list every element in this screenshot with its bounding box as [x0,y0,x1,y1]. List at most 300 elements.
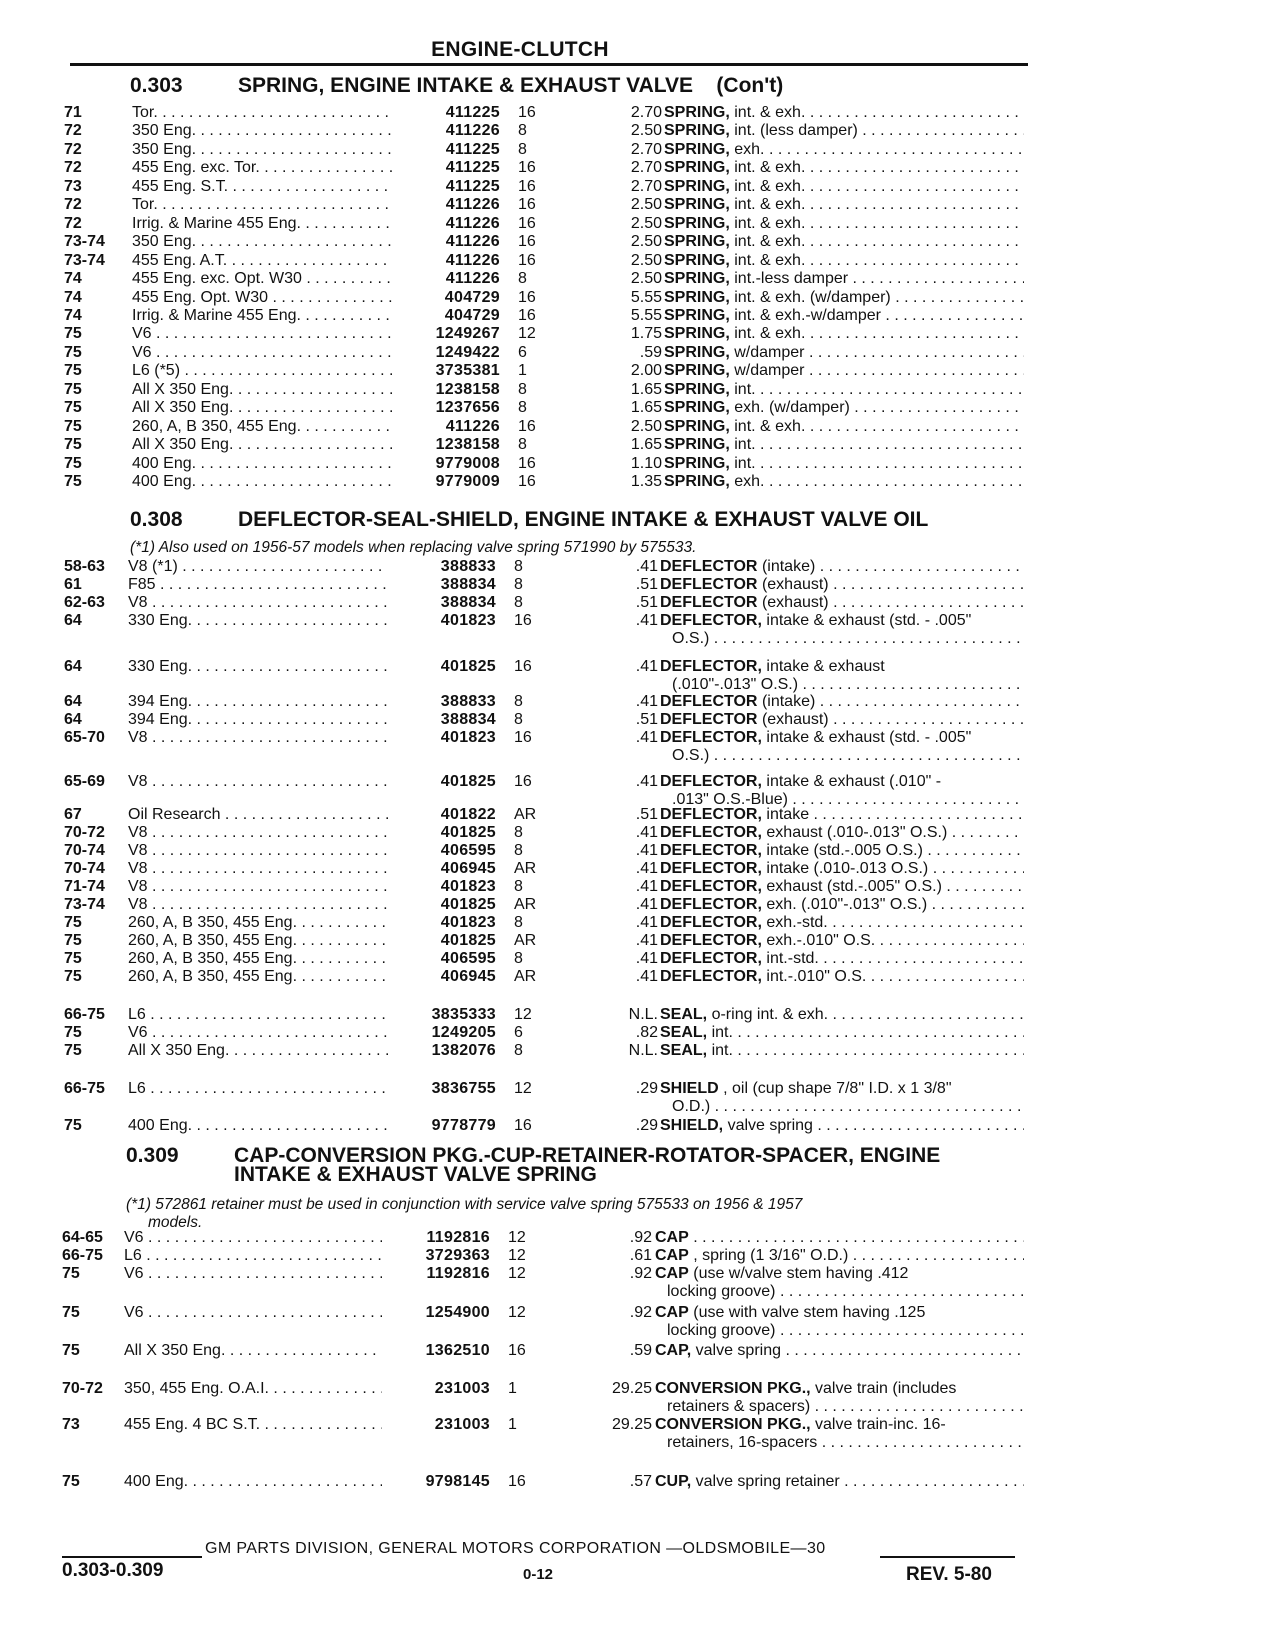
quantity: 16 [514,612,532,629]
table-row [0,196,1040,214]
part-number: 1249205 [431,1024,496,1041]
part-number: 401825 [440,932,496,949]
table-row [0,806,1040,824]
description-keyword: SPRING, [664,196,730,214]
table-row [0,932,1040,950]
section-heading [126,1146,940,1184]
application-text: 455 Eng. S.T. [132,177,229,195]
footer-revision: REV. 5-80 [906,1564,992,1585]
model-year: 70-74 [64,842,105,859]
description [660,896,1024,914]
description-text: int. & exh. [734,233,806,251]
application-text: 260, A, B 350, 455 Eng. [128,950,298,967]
price: 2.50 [630,417,662,435]
application [124,1247,382,1265]
application [128,1042,388,1060]
quantity: 12 [508,1229,526,1246]
quantity: 8 [518,380,527,398]
description-continued-text: locking groove) [667,1283,776,1300]
description [660,773,1024,791]
table-row [0,473,1040,491]
section-number: 0.308 [130,508,183,531]
application-text: 455 Eng. A.T. [132,251,228,269]
part-number: 1238158 [435,380,500,398]
description-text: (use with valve stem having .125 [693,1304,926,1321]
part-number: 388833 [440,558,496,575]
model-year: 75 [64,380,82,398]
description [660,1042,1024,1060]
model-year: 75 [64,362,82,380]
part-number: 1249267 [435,325,500,343]
model-year: 71 [64,104,82,121]
table-row [0,252,1040,270]
application [132,344,392,362]
description-text: exh. (w/damper) [734,399,850,417]
description-keyword: DEFLECTOR, [660,896,762,913]
part-number: 401822 [440,806,496,823]
application [132,289,392,307]
quantity: 16 [518,473,536,490]
table-row [0,1265,1040,1300]
footer-rule-right [880,1556,1015,1558]
model-year: 62-63 [64,594,105,611]
application [128,914,388,932]
application-text: 260, A, B 350, 455 Eng. [132,417,302,435]
application [132,381,392,399]
application-text: Irrig. & Marine 455 Eng. [132,306,301,324]
description [664,178,1024,196]
part-number: 9779009 [435,473,500,490]
part-number: 401823 [440,878,496,895]
model-year: 58-63 [64,558,105,575]
quantity: 16 [518,233,536,251]
application [132,473,392,491]
description-keyword: DEFLECTOR, [660,878,762,895]
application [124,1473,382,1491]
quantity: 12 [508,1304,526,1321]
quantity: AR [514,860,537,877]
description [660,824,1024,842]
description-keyword: SHIELD, [660,1117,724,1134]
application [128,773,388,791]
description-text: (exhaust) [761,711,829,728]
description-text: o-ring int. & exh. [711,1006,829,1023]
section-note [126,1196,802,1232]
description-keyword: DEFLECTOR, [660,968,762,985]
description-keyword: SPRING, [664,288,730,306]
table-row [0,436,1040,454]
price: .61 [629,1247,652,1264]
table-row [0,215,1040,233]
price: 2.70 [630,159,662,177]
description-text: w/damper [734,362,805,380]
model-year: 75 [64,914,82,931]
description-keyword: DEFLECTOR, [660,842,762,859]
table-row [0,612,1040,647]
table-row [0,233,1040,251]
price: .51 [635,576,658,593]
model-year: 66-75 [64,1080,105,1097]
application [128,878,388,896]
table-row [0,418,1040,436]
table-row [0,860,1040,878]
price: 5.55 [630,288,662,306]
description [660,693,1024,711]
description-continued [672,747,1024,765]
application-text: V6 [124,1304,144,1321]
part-number: 9779008 [435,454,500,472]
quantity: 12 [508,1265,526,1282]
application-text: 350 Eng. [132,140,197,158]
table-row [0,594,1040,612]
description-text: int. & exh.-w/damper [734,306,881,324]
description-text: valve spring retainer [695,1473,840,1490]
part-number: 1249422 [435,343,500,361]
description-keyword: CONVERSION PKG., [655,1416,811,1433]
description [655,1247,1024,1265]
quantity: 12 [518,325,536,343]
table-row [0,842,1040,860]
part-number: 406595 [440,950,496,967]
price: .59 [629,1342,652,1359]
application-text: 330 Eng. [128,612,193,629]
description [660,950,1024,968]
application [132,104,392,122]
table-row [0,362,1040,380]
quantity: 8 [514,576,523,593]
price: .41 [635,558,658,575]
description-keyword: DEFLECTOR, [660,824,762,841]
description-keyword: SPRING, [664,436,730,454]
description-keyword: DEFLECTOR, [660,950,762,967]
description [660,594,1024,612]
model-year: 65-69 [64,773,105,790]
model-year: 64 [64,612,82,629]
quantity: 8 [518,122,527,140]
description [664,455,1024,473]
model-year: 75 [62,1342,80,1359]
description [664,418,1024,436]
model-year: 75 [64,399,82,417]
description-keyword: SPRING, [664,214,730,232]
quantity: 16 [518,288,536,306]
application-text: V8 [128,594,148,611]
quantity: 16 [514,1117,532,1134]
description [664,233,1024,251]
quantity: 16 [508,1473,526,1490]
part-number: 411226 [445,233,500,251]
description-text: valve spring [727,1117,813,1134]
description [660,711,1024,729]
description-keyword: SEAL, [660,1006,708,1023]
application-text: 455 Eng. 4 BC S.T. [124,1416,261,1433]
description-keyword: DEFLECTOR [660,711,758,728]
part-number: 411226 [445,122,500,140]
application-text: F85 [128,576,156,593]
description-keyword: CAP [655,1265,689,1282]
description-keyword: CAP [655,1304,689,1321]
table-row [0,178,1040,196]
table-row [0,878,1040,896]
description-text: int. & exh. [734,325,806,343]
section-title: DEFLECTOR-SEAL-SHIELD, ENGINE INTAKE & EXHAUST VALVE OIL [238,508,929,531]
part-number: 3836755 [431,1080,496,1097]
application [128,860,388,878]
application-text: V6 [128,1024,148,1041]
part-number: 1192816 [426,1265,490,1282]
quantity: 1 [508,1380,517,1397]
quantity: 8 [518,140,527,158]
description [660,612,1024,630]
section-heading [130,74,783,98]
description-continued-text: retainers & spacers) [667,1398,811,1415]
price: .51 [635,806,658,823]
price: 1.65 [630,399,662,417]
description-keyword: DEFLECTOR, [660,860,762,877]
price: .57 [629,1473,652,1490]
quantity: 16 [518,251,536,269]
part-number: 9798145 [425,1473,490,1490]
price: 5.55 [630,306,662,324]
description-text: exh.-std. [766,914,828,931]
model-year: 72 [64,214,82,232]
description [664,252,1024,270]
part-number: 404729 [444,306,500,324]
part-number: 1382076 [431,1042,496,1059]
price: 2.50 [630,214,662,232]
description-keyword: SPRING, [664,473,730,490]
application [132,159,392,177]
table-row [0,344,1040,362]
description-text: intake [766,806,810,823]
part-number: 3735381 [435,362,500,380]
application [132,196,392,214]
part-number: 411226 [445,196,500,214]
description [664,196,1024,214]
description [664,141,1024,159]
description-text: int. & exh. [734,196,806,214]
part-number: 411225 [445,140,500,158]
application [124,1380,382,1398]
application-text: 394 Eng. [128,693,193,710]
page-title: ENGINE-CLUTCH [431,38,609,61]
table-row [0,122,1040,140]
description-text: exh. [734,140,765,158]
application [128,658,388,676]
application-text: L6 (*5) [132,362,181,380]
quantity: 12 [508,1247,526,1264]
footer-section-range: 0.303-0.309 [62,1560,164,1581]
description-continued [672,630,1024,648]
description-keyword: DEFLECTOR [660,576,758,593]
application [132,141,392,159]
part-number: 411226 [445,270,500,288]
description [664,270,1024,288]
table-row [0,1080,1040,1115]
model-year: 72 [64,159,82,177]
application [128,806,388,824]
part-number: 3729363 [425,1247,490,1264]
application [132,418,392,436]
price: .29 [635,1117,658,1134]
quantity: 8 [514,842,523,859]
price: .51 [635,594,658,611]
description-text: int. [711,1042,733,1059]
application [132,307,392,325]
price: .41 [635,773,658,790]
part-number: 388834 [440,594,496,611]
application-text: V6 [124,1265,144,1282]
quantity: 8 [514,950,523,967]
application-text: All X 350 Eng. [132,399,234,417]
description-text: valve train-inc. 16- [815,1416,946,1433]
quantity: 8 [518,436,527,454]
part-number: 1254900 [425,1304,490,1321]
table-row [0,104,1040,122]
application [132,215,392,233]
part-number: 401823 [440,729,496,746]
model-year: 75 [62,1265,80,1282]
description-text: int. & exh. [734,417,806,435]
description-continued [667,1398,1024,1416]
model-year: 72 [64,196,82,214]
note-line-2: models. [148,1214,203,1231]
description [660,558,1024,576]
model-year: 75 [64,932,82,949]
application-text: Tor. [132,104,158,121]
application-text: V6 [132,343,152,361]
application-text: V8 [128,729,148,746]
application [128,693,388,711]
table-row [0,1416,1040,1451]
description-text: int.-.010" O.S. [766,968,867,985]
application [132,362,392,380]
description-keyword: DEFLECTOR, [660,773,762,790]
model-year: 75 [64,950,82,967]
description-text: int. & exh. [734,159,806,177]
description [660,860,1024,878]
section-suffix: (Con't) [716,74,784,97]
application-text: Tor. [132,196,158,214]
description [655,1473,1024,1491]
price: 2.50 [630,251,662,269]
description-keyword: SPRING, [664,104,730,121]
application-text: 330 Eng. [128,658,193,675]
application-text: 394 Eng. [128,711,193,728]
part-number: 231003 [434,1416,490,1433]
description [655,1229,1024,1247]
application [128,1117,388,1135]
quantity: 8 [514,558,523,575]
description-text: intake & exhaust [766,658,885,675]
model-year: 67 [64,806,82,823]
description [664,325,1024,343]
description [660,968,1024,986]
quantity: 12 [514,1006,532,1023]
table-row [0,399,1040,417]
description-text: (intake) [761,693,816,710]
application-text: V8 [128,824,148,841]
description-keyword: SHIELD [660,1080,719,1097]
footer-rule-left [62,1556,202,1558]
description [655,1265,1024,1283]
part-number: 401825 [440,658,496,675]
description-keyword: SPRING, [664,251,730,269]
application [132,233,392,251]
description [664,399,1024,417]
description [660,576,1024,594]
part-number: 411225 [445,177,500,195]
description-text: w/damper [734,343,805,361]
description [655,1304,1024,1322]
part-number: 404729 [444,288,500,306]
table-row [0,729,1040,764]
table-row [0,773,1040,808]
price: .41 [635,860,658,877]
model-year: 75 [64,454,82,472]
part-number: 231003 [434,1380,490,1397]
application [124,1342,382,1360]
description [660,932,1024,950]
part-number: 401823 [440,612,496,629]
part-number: 406945 [440,968,496,985]
quantity: 16 [514,773,532,790]
application-text: L6 [128,1006,146,1023]
quantity: AR [514,968,537,985]
description-text: int. (less damper) [734,122,858,140]
quantity: 8 [514,824,523,841]
model-year: 73 [62,1416,80,1433]
table-row [0,270,1040,288]
table-row [0,1380,1040,1415]
price: .92 [629,1304,652,1321]
footer-page-number: 0-12 [523,1566,554,1583]
application-text: 400 Eng. [128,1117,193,1134]
part-number: 401825 [440,773,496,790]
description-text: (exhaust) [761,576,829,593]
table-row [0,576,1040,594]
description [664,362,1024,380]
description-keyword: DEFLECTOR, [660,932,762,949]
application-text: L6 [128,1080,146,1097]
quantity: 16 [518,196,536,214]
model-year: 75 [64,436,82,454]
price: 2.00 [630,362,662,380]
description-text: , spring (1 3/16" O.D.) [693,1247,849,1264]
description-continued-text: O.D.) [672,1098,711,1115]
description [660,729,1024,747]
table-row [0,968,1040,986]
application-text: L6 [124,1247,142,1264]
footer-publisher: GM PARTS DIVISION, GENERAL MOTORS CORPORATION —OLDSMOBILE—30 [205,1540,826,1557]
description-continued-text: O.S.) [672,630,710,647]
description-text: valve train (includes [815,1380,957,1397]
model-year: 73-74 [64,896,105,913]
application-text: V8 [128,860,148,877]
price: .41 [635,950,658,967]
description [660,1006,1024,1024]
quantity: 16 [518,454,536,472]
description-keyword: DEFLECTOR, [660,729,762,746]
description-text: exh.-.010" O.S. [766,932,876,949]
application [132,122,392,140]
description-text: int. [734,454,756,472]
quantity: 16 [514,729,532,746]
price: .41 [635,842,658,859]
application-text: 455 Eng. exc. Opt. W30 [132,270,302,288]
model-year: 66-75 [62,1247,103,1264]
price: .51 [635,711,658,728]
